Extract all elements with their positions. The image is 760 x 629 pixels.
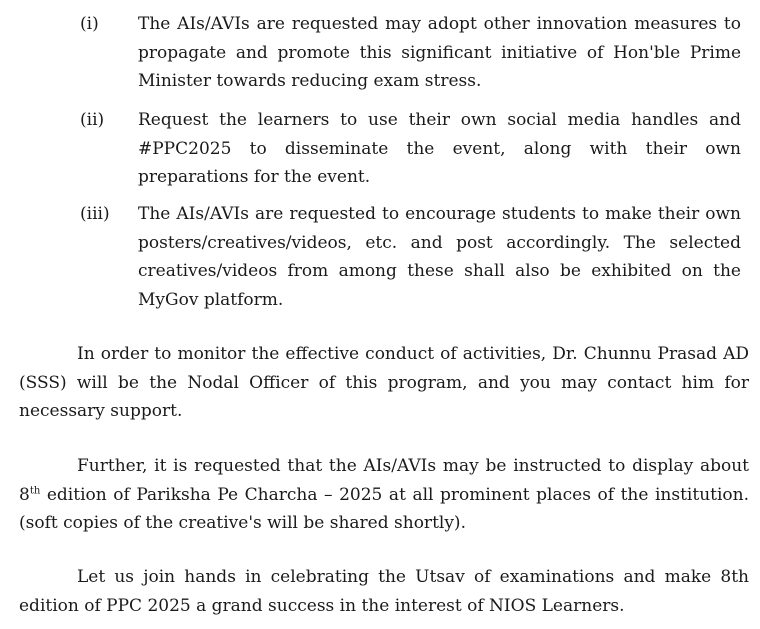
list-number: (ii) bbox=[80, 110, 105, 130]
nodal-officer-paragraph: In order to monitor the effective conduct of activities, Dr. Chunnu Prasad AD (SSS) will be the Nodal Officer of this program, and you may contact him for necessary support. bbox=[19, 344, 749, 421]
display-text-end: edition of Pariksha Pe Charcha – 2025 at all prominent places of the institution. (soft copies of the creative's will be shared shortly). bbox=[19, 484, 749, 533]
list-number: (iii) bbox=[80, 204, 110, 224]
list-item-text: Request the learners to use their own social media handles and #PPC2025 to disseminate the event, along with their own preparations for the event. bbox=[138, 110, 741, 187]
list-item-text: The AIs/AVIs are requested to encourage students to make their own posters/creatives/videos, etc. and post accordingly. The selected creatives/videos from among these shall also be exhibited on the MyGov platform. bbox=[138, 204, 741, 310]
closing-paragraph: Let us join hands in celebrating the Utsav of examinations and make 8th edition of PPC 2025 a grand success in the interest of NIOS Learners. bbox=[19, 567, 749, 616]
list-number: (i) bbox=[80, 14, 99, 34]
display-paragraph bbox=[19, 452, 749, 538]
display-text-start: Further, it is requested that the AIs/AVIs may be instructed to display about 8 bbox=[19, 456, 749, 505]
ordinal-superscript: th bbox=[29, 484, 41, 496]
list-item-text: The AIs/AVIs are requested may adopt other innovation measures to propagate and promote this significant initiative of Hon'ble Prime Minister towards reducing exam stress. bbox=[138, 14, 741, 91]
